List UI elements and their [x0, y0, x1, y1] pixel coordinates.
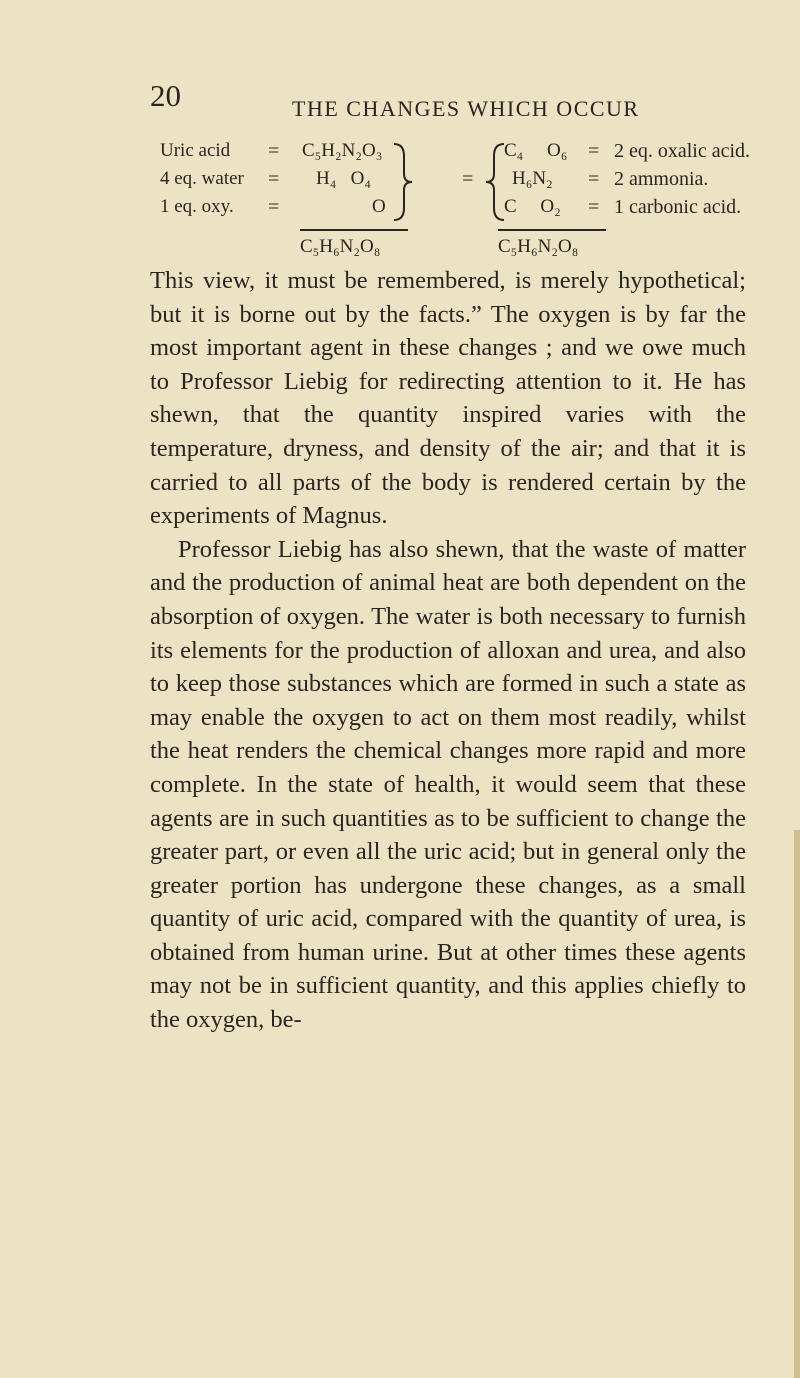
- total-left: C₅H₆N₂O₈: [300, 236, 381, 257]
- eq-row-2-result: 2 ammonia.: [614, 168, 709, 190]
- eq-row-1-product-equals: =: [588, 140, 600, 162]
- eq-middle-equals: =: [462, 168, 474, 190]
- eq-row-3-product: C O₂: [504, 196, 561, 217]
- eq-row-2-formula: H₄ O₄: [316, 168, 371, 189]
- paragraph-1: This view, it must be remembered, is merely hypothetical; but it is borne out by the facts.” The oxygen is by far the most important agent in these changes ; and we owe much to Professor Liebig for redirecting attention to it. He has shewn, that the quantity inspired varies with the temperature, dryness, and density of the air; and that it is carried to all parts of the body is rendered certain by the experiments of Magnus.: [150, 267, 746, 530]
- right-brace-icon: [390, 142, 416, 222]
- eq-row-1-product: C₄ O₆: [504, 140, 568, 161]
- body-text: [150, 264, 746, 1037]
- running-head: THE CHANGES WHICH OCCUR: [292, 96, 640, 121]
- eq-row-3-product-equals: =: [588, 196, 600, 218]
- paragraph-2: Professor Liebig has also shewn, that the waste of matter and the production of animal heat are both dependent on the absorption of oxygen. The water is both necessary to furnish its elements for the production of alloxan and urea, and also to keep those substances which are formed in such a state as may enable the oxygen to act on them most readily, whilst the heat renders the chemical changes more rapid and more complete. In the state of health, it would seem that these agents are in such quantities as to be sufficient to change the greater part, or even all the uric acid; but in general only the greater portion has undergone these changes, as a small quantity of uric acid, compared with the quantity of urea, is obtained from human urine. But at other times these agents may not be in sufficient quantity, and this applies chiefly to the oxygen, be-: [150, 535, 746, 1034]
- page-edge: [794, 830, 800, 1378]
- eq-row-3-result: 1 carbonic acid.: [614, 196, 742, 218]
- eq-row-1-equals: =: [268, 140, 280, 162]
- chemical-equation: [160, 140, 751, 260]
- eq-row-3-formula: O: [372, 196, 386, 217]
- total-rule-left: [300, 229, 408, 231]
- left-brace-icon: [482, 142, 508, 222]
- eq-row-2-equals: =: [268, 168, 280, 190]
- eq-row-1-formula: C₅H₂N₂O₃: [302, 140, 383, 161]
- eq-row-1-result: 2 eq. oxalic acid.: [614, 140, 751, 162]
- page-number: 20: [150, 78, 181, 113]
- eq-row-3-equals: =: [268, 196, 280, 218]
- eq-row-2-product: H₆N₂: [512, 168, 553, 189]
- eq-row-3-label: 1 eq. oxy.: [160, 196, 234, 217]
- total-rule-right: [498, 229, 606, 231]
- total-right: C₅H₆N₂O₈: [498, 236, 579, 257]
- eq-row-1-label: Uric acid: [160, 140, 231, 161]
- eq-row-2-product-equals: =: [588, 168, 600, 190]
- eq-row-2-label: 4 eq. water: [160, 168, 244, 189]
